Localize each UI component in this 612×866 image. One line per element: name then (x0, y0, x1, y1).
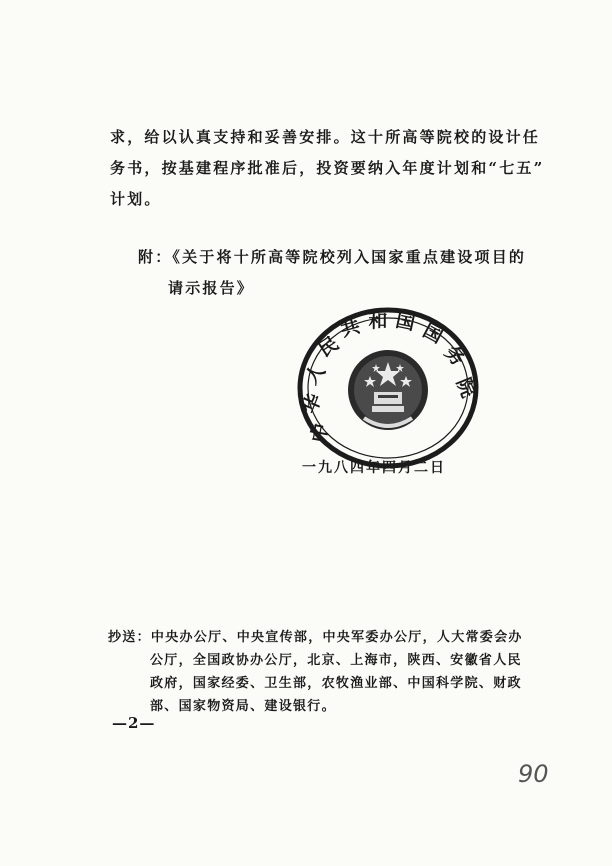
svg-text:院: 院 (451, 374, 480, 401)
cc-line-4: 部、国家物资局、建设银行。 (150, 699, 336, 714)
attachment-line-2: 请示报告》 (168, 279, 255, 297)
cc-line-1: 抄送：中央办公厅、中央宣传部，中央军委办公厅，人大常委会办 (108, 630, 523, 645)
cc-line-3: 政府，国家经委、卫生部，农牧渔业部、中国科学院、财政 (150, 676, 522, 691)
body-line-2: 务书，按基建程序批准后，投资要纳入年度计划和“七五” (110, 159, 545, 177)
page-number: —2— (112, 714, 156, 732)
national-emblem-icon (348, 350, 428, 430)
svg-text:务: 务 (439, 341, 469, 371)
attachment-line-1: 附：《关于将十所高等院校列入国家重点建设项目的 (138, 248, 527, 266)
svg-text:民: 民 (314, 332, 343, 362)
svg-text:中: 中 (307, 421, 333, 445)
svg-text:华: 华 (298, 390, 327, 417)
handwritten-number: 90 (518, 760, 549, 788)
body-line-3: 计划。 (110, 190, 162, 208)
body-line-1: 求，给以认真支持和妥善安排。这十所高等院校的设计任 (110, 128, 541, 146)
svg-text:国: 国 (419, 319, 447, 348)
svg-text:和: 和 (368, 310, 388, 332)
issue-date: 一九八四年四月二日 (302, 460, 446, 476)
state-council-seal (294, 306, 482, 476)
svg-text:国: 国 (393, 309, 417, 335)
svg-text:人: 人 (300, 360, 330, 389)
svg-text:共: 共 (338, 315, 363, 342)
cc-line-2: 公厅，全国政协办公厅，北京、上海市，陕西、安徽省人民 (150, 653, 522, 668)
